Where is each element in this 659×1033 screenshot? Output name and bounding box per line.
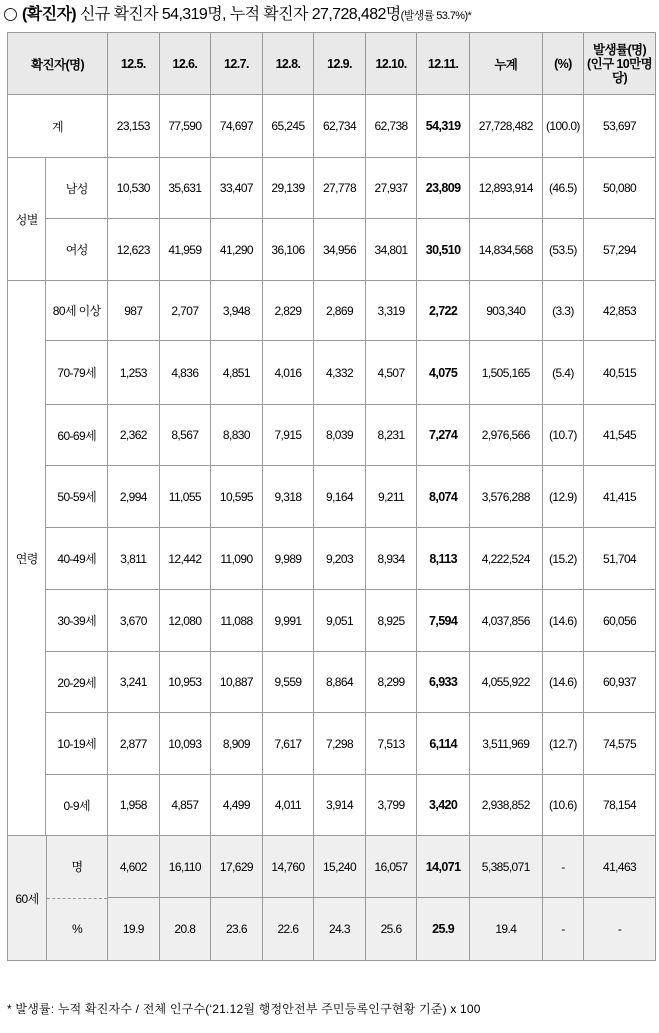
total-value: 74,697 — [211, 95, 263, 158]
age-value: 3,811 — [108, 528, 160, 590]
age-value: 3,420 — [417, 775, 470, 836]
over60-count-value: 15,240 — [314, 836, 366, 898]
age-value: 8,231 — [365, 405, 417, 466]
age-value: 9,211 — [365, 466, 417, 528]
header-date: 12.8. — [262, 33, 314, 95]
gender-value: 35,631 — [159, 158, 211, 219]
table-row — [8, 466, 656, 528]
table-row — [8, 405, 656, 466]
age-value: 8,925 — [365, 590, 417, 652]
header-date: 12.7. — [211, 33, 263, 95]
age-rate: 60,056 — [584, 590, 656, 652]
age-cumulative: 903,340 — [469, 281, 542, 341]
age-value: 1,253 — [108, 341, 160, 405]
title-suffix: (발생률 53.7%)* — [400, 10, 472, 22]
title-main: 신규 확진자 54,319명, 누적 확진자 27,728,482명 — [79, 6, 401, 23]
age-value: 8,864 — [314, 652, 366, 713]
gender-cumulative: 12,893,914 — [469, 158, 542, 219]
over60-pct-value: 24.3 — [314, 898, 366, 961]
age-value: 4,075 — [417, 341, 470, 405]
age-cumulative: 4,037,856 — [469, 590, 542, 652]
age-value: 8,934 — [365, 528, 417, 590]
age-rate: 78,154 — [584, 775, 656, 836]
header-category: 확진자(명) — [8, 33, 108, 95]
age-value: 10,595 — [211, 466, 263, 528]
age-value: 987 — [108, 281, 160, 341]
age-label: 50-59세 — [46, 466, 108, 528]
age-percent: (12.9) — [542, 466, 583, 528]
gender-rate: 50,080 — [584, 158, 656, 219]
gender-value: 34,801 — [365, 219, 417, 281]
over60-count-percent: - — [542, 836, 583, 898]
age-value: 11,090 — [211, 528, 263, 590]
age-value: 3,914 — [314, 775, 366, 836]
over60-count-cumulative: 5,385,071 — [469, 836, 542, 898]
age-rate: 41,415 — [584, 466, 656, 528]
table-row — [8, 836, 656, 898]
over60-pct-value: 25.6 — [365, 898, 417, 961]
age-value: 3,319 — [365, 281, 417, 341]
age-value: 9,559 — [262, 652, 314, 713]
over60-count-label: 명 — [47, 836, 107, 899]
over60-group-label: 60세 — [8, 836, 47, 960]
age-value: 4,332 — [314, 341, 366, 405]
total-percent: (100.0) — [542, 95, 583, 158]
total-label: 계 — [8, 95, 108, 158]
age-cumulative: 4,055,922 — [469, 652, 542, 713]
table-header-row — [8, 33, 656, 95]
total-value: 62,734 — [314, 95, 366, 158]
age-label: 30-39세 — [46, 590, 108, 652]
age-percent: (14.6) — [542, 652, 583, 713]
table-row — [8, 219, 656, 281]
total-value: 77,590 — [159, 95, 211, 158]
age-value: 2,722 — [417, 281, 470, 341]
age-value: 2,869 — [314, 281, 366, 341]
age-value: 8,113 — [417, 528, 470, 590]
age-value: 3,948 — [211, 281, 263, 341]
total-value: 65,245 — [262, 95, 314, 158]
age-value: 3,799 — [365, 775, 417, 836]
gender-cumulative: 14,834,568 — [469, 219, 542, 281]
gender-value: 30,510 — [417, 219, 470, 281]
table-row — [8, 652, 656, 713]
table-row — [8, 341, 656, 405]
header-date: 12.9. — [314, 33, 366, 95]
over60-pct-value: 23.6 — [211, 898, 263, 961]
footnote: * 발생률: 누적 확진자수 / 전체 인구수(‘21.12월 행정안전부 주민등록인구현황 기준) x 100 — [7, 1002, 481, 1016]
age-value: 4,507 — [365, 341, 417, 405]
gender-value: 27,778 — [314, 158, 366, 219]
over60-count-value: 4,602 — [108, 836, 160, 898]
age-label: 10-19세 — [46, 713, 108, 775]
over60-count-value: 17,629 — [211, 836, 263, 898]
table-row — [8, 528, 656, 590]
total-cumulative: 27,728,482 — [469, 95, 542, 158]
age-value: 7,513 — [365, 713, 417, 775]
age-group-label: 연령 — [8, 281, 46, 836]
age-rate: 51,704 — [584, 528, 656, 590]
age-rate: 42,853 — [584, 281, 656, 341]
age-value: 2,829 — [262, 281, 314, 341]
age-label: 40-49세 — [46, 528, 108, 590]
over60-count-value: 14,760 — [262, 836, 314, 898]
table-row — [8, 590, 656, 652]
age-value: 2,707 — [159, 281, 211, 341]
age-value: 6,114 — [417, 713, 470, 775]
age-value: 2,877 — [108, 713, 160, 775]
age-label: 20-29세 — [46, 652, 108, 713]
age-cumulative: 3,511,969 — [469, 713, 542, 775]
over60-pct-percent: - — [542, 898, 583, 961]
age-value: 11,088 — [211, 590, 263, 652]
header-date: 12.10. — [365, 33, 417, 95]
total-value: 62,738 — [365, 95, 417, 158]
age-value: 8,039 — [314, 405, 366, 466]
gender-value: 34,956 — [314, 219, 366, 281]
age-value: 10,953 — [159, 652, 211, 713]
age-cumulative: 2,938,852 — [469, 775, 542, 836]
gender-value: 27,937 — [365, 158, 417, 219]
gender-value: 12,623 — [108, 219, 160, 281]
age-value: 4,499 — [211, 775, 263, 836]
age-value: 4,836 — [159, 341, 211, 405]
gender-group-label: 성별 — [8, 158, 46, 281]
header-percent: (%) — [542, 33, 583, 95]
total-value: 23,153 — [108, 95, 160, 158]
age-value: 3,241 — [108, 652, 160, 713]
age-percent: (5.4) — [542, 341, 583, 405]
header-date: 12.6. — [159, 33, 211, 95]
age-percent: (15.2) — [542, 528, 583, 590]
table-row — [8, 713, 656, 775]
age-value: 8,830 — [211, 405, 263, 466]
gender-value: 23,809 — [417, 158, 470, 219]
age-percent: (14.6) — [542, 590, 583, 652]
age-cumulative: 2,976,566 — [469, 405, 542, 466]
table-row — [8, 281, 656, 341]
age-value: 10,093 — [159, 713, 211, 775]
over60-pct-label: % — [71, 922, 83, 937]
age-rate: 40,515 — [584, 341, 656, 405]
age-value: 6,933 — [417, 652, 470, 713]
age-percent: (10.7) — [542, 405, 583, 466]
age-value: 8,299 — [365, 652, 417, 713]
age-value: 4,857 — [159, 775, 211, 836]
age-value: 1,958 — [108, 775, 160, 836]
gender-percent: (53.5) — [542, 219, 583, 281]
gender-value: 10,530 — [108, 158, 160, 219]
age-value: 3,670 — [108, 590, 160, 652]
gender-value: 33,407 — [211, 158, 263, 219]
header-rate: 발생률(명) (인구 10만명당) — [584, 33, 656, 95]
age-value: 2,994 — [108, 466, 160, 528]
gender-rate: 57,294 — [584, 219, 656, 281]
age-rate: 60,937 — [584, 652, 656, 713]
age-cumulative: 1,505,165 — [469, 341, 542, 405]
total-value: 54,319 — [417, 95, 470, 158]
age-value: 9,318 — [262, 466, 314, 528]
age-value: 7,274 — [417, 405, 470, 466]
age-value: 9,989 — [262, 528, 314, 590]
over60-pct-rate: - — [584, 898, 656, 961]
over60-label — [8, 836, 108, 961]
age-label: 60-69세 — [46, 405, 108, 466]
age-rate: 74,575 — [584, 713, 656, 775]
over60-pct-value: 20.8 — [159, 898, 211, 961]
age-value: 9,164 — [314, 466, 366, 528]
age-value: 4,851 — [211, 341, 263, 405]
age-percent: (12.7) — [542, 713, 583, 775]
age-value: 7,915 — [262, 405, 314, 466]
report-title — [4, 4, 656, 26]
table-row — [8, 158, 656, 219]
age-value: 9,051 — [314, 590, 366, 652]
gender-percent: (46.5) — [542, 158, 583, 219]
age-value: 7,594 — [417, 590, 470, 652]
header-date: 12.5. — [108, 33, 160, 95]
total-rate: 53,697 — [584, 95, 656, 158]
over60-count-rate: 41,463 — [584, 836, 656, 898]
gender-value: 29,139 — [262, 158, 314, 219]
age-value: 12,080 — [159, 590, 211, 652]
age-value: 10,887 — [211, 652, 263, 713]
age-rate: 41,545 — [584, 405, 656, 466]
age-percent: (10.6) — [542, 775, 583, 836]
gender-value: 36,106 — [262, 219, 314, 281]
age-value: 12,442 — [159, 528, 211, 590]
age-cumulative: 4,222,524 — [469, 528, 542, 590]
over60-pct-value: 19.9 — [108, 898, 160, 961]
over60-count-value: 16,110 — [159, 836, 211, 898]
title-prefix: (확진자) — [22, 6, 77, 23]
header-cumulative: 누계 — [469, 33, 542, 95]
age-percent: (3.3) — [542, 281, 583, 341]
over60-pct-cumulative: 19.4 — [469, 898, 542, 961]
age-value: 9,991 — [262, 590, 314, 652]
over60-pct-value: 25.9 — [417, 898, 470, 961]
gender-label: 남성 — [46, 158, 108, 219]
age-value: 4,016 — [262, 341, 314, 405]
gender-label: 여성 — [46, 219, 108, 281]
table-row — [8, 775, 656, 836]
age-value: 2,362 — [108, 405, 160, 466]
age-value: 8,909 — [211, 713, 263, 775]
age-value: 7,617 — [262, 713, 314, 775]
circle-bullet-icon — [4, 8, 17, 21]
gender-value: 41,290 — [211, 219, 263, 281]
header-date: 12.11. — [417, 33, 470, 95]
age-value: 9,203 — [314, 528, 366, 590]
age-label: 80세 이상 — [46, 281, 108, 341]
age-label: 0-9세 — [46, 775, 108, 836]
over60-count-value: 16,057 — [365, 836, 417, 898]
age-label: 70-79세 — [46, 341, 108, 405]
over60-pct-value: 22.6 — [262, 898, 314, 961]
table-row — [8, 95, 656, 158]
age-value: 7,298 — [314, 713, 366, 775]
age-value: 8,567 — [159, 405, 211, 466]
age-value: 4,011 — [262, 775, 314, 836]
confirmed-cases-table — [7, 32, 656, 961]
age-cumulative: 3,576,288 — [469, 466, 542, 528]
over60-count-value: 14,071 — [417, 836, 470, 898]
age-value: 8,074 — [417, 466, 470, 528]
gender-value: 41,959 — [159, 219, 211, 281]
age-value: 11,055 — [159, 466, 211, 528]
